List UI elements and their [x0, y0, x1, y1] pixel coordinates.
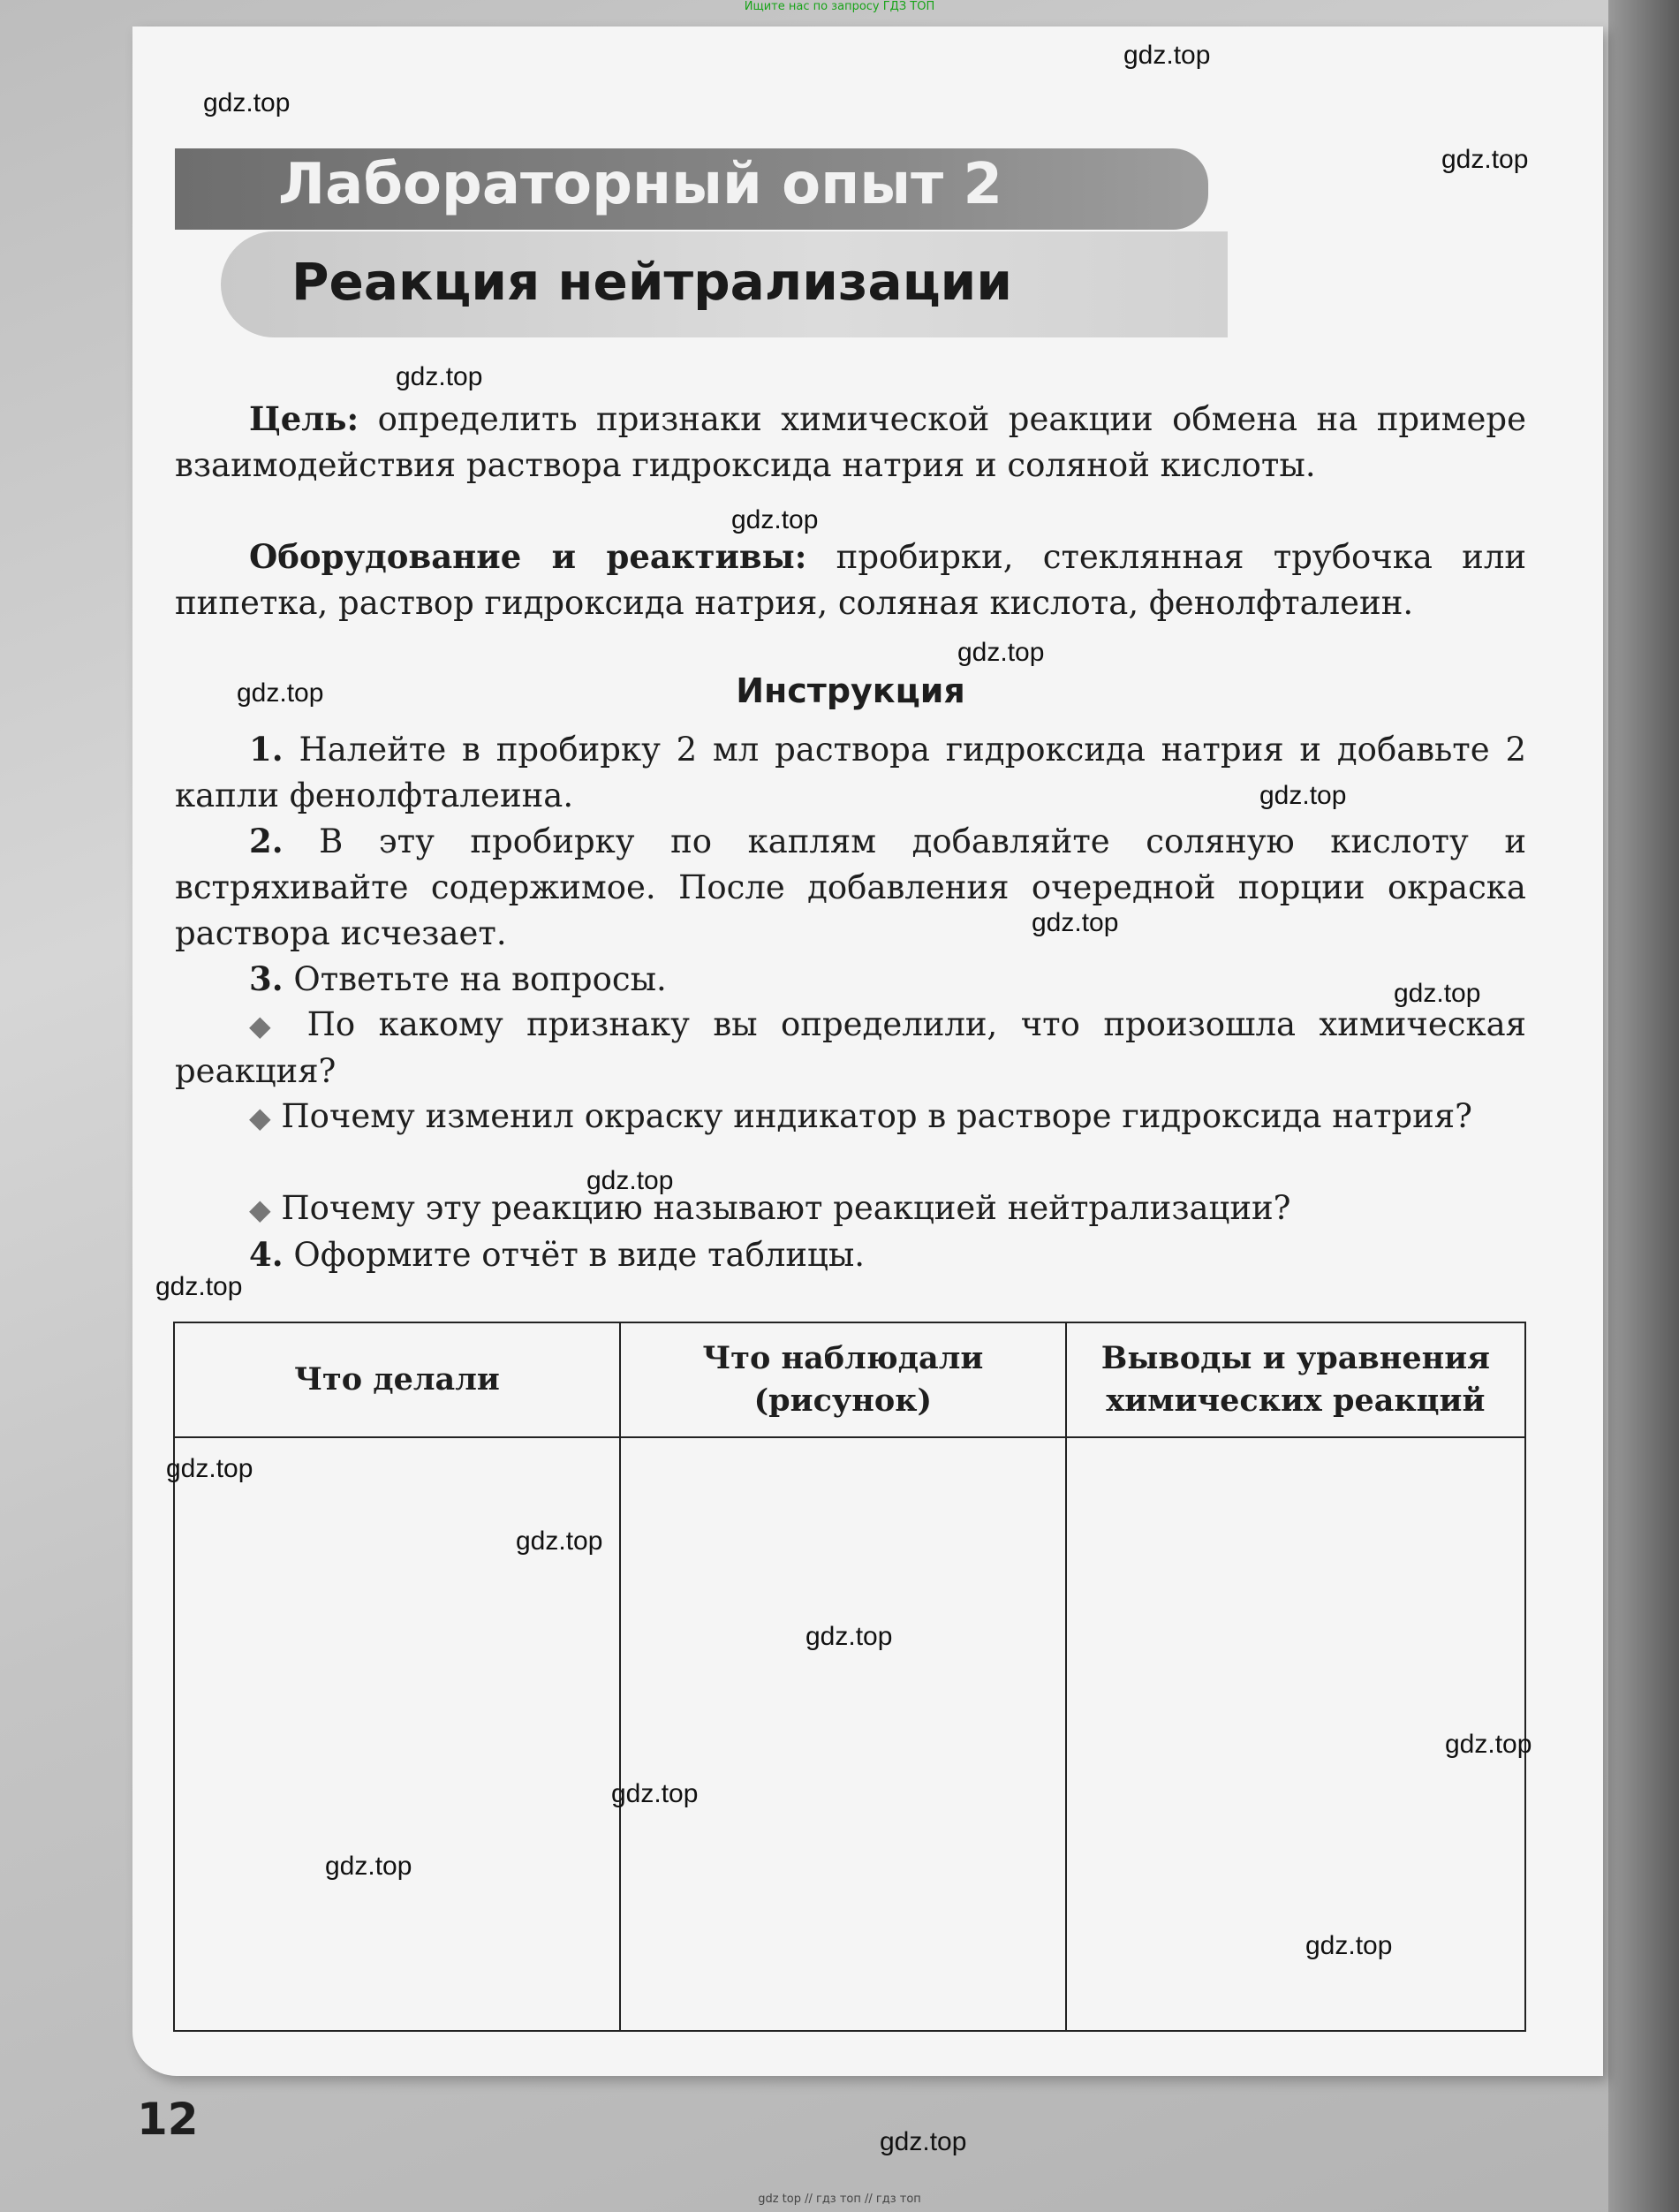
- watermark: gdz.top: [1032, 908, 1119, 937]
- page-title: Реакция нейтрализации: [291, 252, 1012, 312]
- lab-title: Лабораторный опыт 2: [278, 152, 1003, 217]
- goal-text: определить признаки химической реакции обмена на примере взаимодействия раствора гидроксида натрия и соляной кислоты.: [175, 400, 1526, 484]
- instructions-heading: Инструкция: [736, 671, 965, 710]
- watermark: gdz.top: [957, 638, 1045, 667]
- question-text: Почему эту реакцию называют реакцией нейтрализации?: [281, 1189, 1291, 1227]
- watermark: gdz.top: [516, 1526, 603, 1556]
- step-number: 4.: [249, 1235, 284, 1274]
- table-header: Что делали: [174, 1322, 620, 1437]
- watermark: gdz.top: [155, 1272, 243, 1301]
- table-cell-observed[interactable]: [620, 1437, 1066, 2031]
- question-2: [175, 1094, 1526, 1140]
- question-3: [175, 1186, 1526, 1232]
- watermark: gdz.top: [396, 362, 483, 391]
- question-text: По какому признаку вы определили, что произошла химическая реакция?: [175, 1005, 1526, 1090]
- equipment-paragraph: [175, 534, 1526, 626]
- step-text: В эту пробирку по каплям добавляйте соляную кислоту и встряхивайте содержимое. После добавления очередной порции окраска раствора исчезает.: [175, 822, 1526, 952]
- step-3: [175, 956, 1526, 1003]
- watermark: gdz.top: [611, 1779, 699, 1808]
- table-header: Выводы и уравнения химических реакций: [1066, 1322, 1525, 1437]
- goal-paragraph: [175, 396, 1526, 489]
- watermark: gdz.top: [1445, 1730, 1532, 1759]
- step-number: 2.: [249, 822, 284, 860]
- step-2: [175, 818, 1526, 957]
- watermark: gdz.top: [203, 88, 291, 117]
- report-table: [173, 1322, 1526, 2032]
- watermark: gdz.top: [325, 1852, 412, 1881]
- watermark: gdz.top: [237, 678, 324, 708]
- question-text: Почему изменил окраску индикатор в растворе гидроксида натрия?: [281, 1097, 1472, 1135]
- step-text: Оформите отчёт в виде таблицы.: [283, 1236, 866, 1274]
- top-banner[interactable]: Ищите нас по запросу ГДЗ ТОП: [744, 0, 935, 13]
- table-header-row: [174, 1322, 1525, 1437]
- step-number: 3.: [249, 959, 284, 998]
- watermark: gdz.top: [586, 1166, 674, 1195]
- book-spine-shadow: [1608, 0, 1679, 2212]
- equipment-label: Оборудование и реактивы:: [249, 537, 807, 576]
- equipment-text: пробирки, стеклянная трубочка или пипетка, раствор гидроксида натрия, соляная кислота, фенолфталеин.: [175, 538, 1526, 622]
- watermark: gdz.top: [731, 505, 819, 534]
- watermark: gdz.top: [1394, 979, 1481, 1008]
- watermark: gdz.top: [1441, 145, 1529, 174]
- goal-label: Цель:: [249, 399, 359, 438]
- step-4: [175, 1231, 1526, 1278]
- step-text: Налейте в пробирку 2 мл раствора гидроксида натрия и добавьте 2 капли фенолфталеина.: [175, 731, 1526, 814]
- page-number: 12: [137, 2094, 199, 2145]
- step-text: Ответьте на вопросы.: [283, 960, 667, 998]
- bottom-banner[interactable]: gdz top // гдз топ // гдз топ: [758, 2193, 921, 2206]
- watermark: gdz.top: [166, 1454, 253, 1483]
- diamond-bullet-icon: ◆: [249, 1193, 271, 1226]
- diamond-bullet-icon: ◆: [249, 1101, 271, 1134]
- watermark: gdz.top: [805, 1622, 893, 1651]
- watermark: gdz.top: [880, 2127, 967, 2156]
- step-number: 1.: [249, 730, 284, 769]
- watermark: gdz.top: [1259, 781, 1347, 810]
- table-header: Что наблюдали (рисунок): [620, 1322, 1066, 1437]
- watermark: gdz.top: [1123, 41, 1211, 70]
- watermark: gdz.top: [1305, 1931, 1393, 1960]
- question-1: [175, 1002, 1526, 1095]
- diamond-bullet-icon: ◆: [249, 1009, 284, 1042]
